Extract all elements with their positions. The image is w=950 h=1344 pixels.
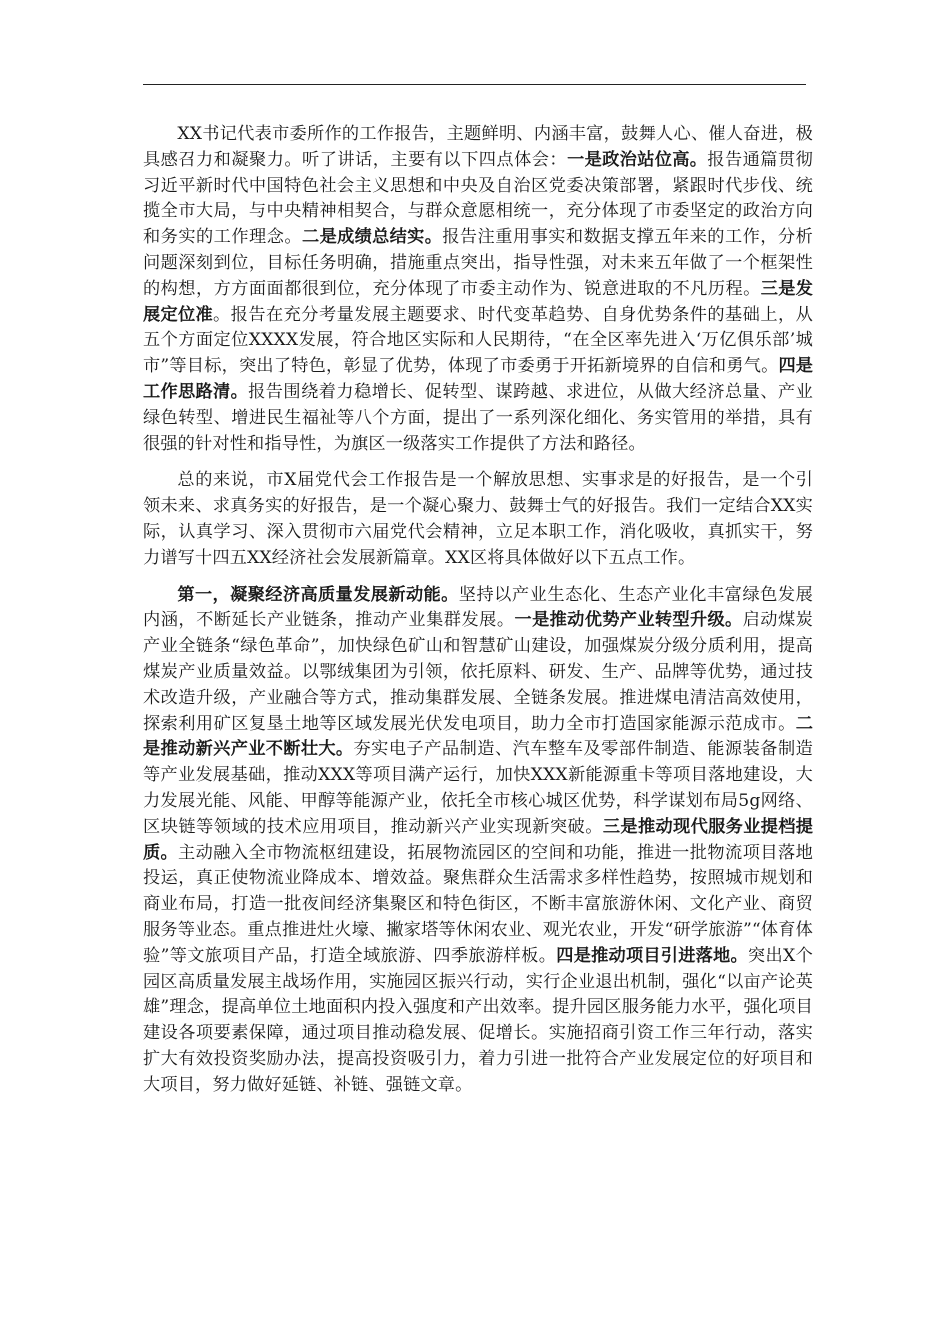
text-run: 总的来说，市X届党代会工作报告是一个解放思想、实事求是的好报告，是一个引领未来、求真务实的好报告，是一个凝心聚力、鼓舞士气的好报告。我们一定结合XX实际，认真学习、深入贯彻市六届党代会精神，立足本职工作，消化吸收，真抓实干，努力谱写十四五XX经济社会发展新篇章。XX区将具体做好以下五点工作。 (143, 470, 813, 568)
text-run: 主动融入全市物流枢纽建设，拓展物流园区的空间和功能，推进一批物流项目落地投运，真正使物流业降成本、增效益。聚焦群众生活需求多样性趋势，按照城市规划和商业布局，打造一批夜间经济集聚区和特色街区，不断丰富旅游休闲、文化产业、商贸服务等业态。重点推进灶火壕、撇家塔等休闲农业、观光农业，开发“研学旅游”“体育体验”等文旅项目产品，打造全域旅游、四季旅游样板。 (143, 842, 813, 966)
bold-heading-run: 三是推动现代服务业提档提质。 (143, 816, 813, 863)
header-rule (143, 84, 806, 85)
text-run: 。报告在充分考量发展主题要求、时代变革趋势、自身优势条件的基础上，从五个方面定位XXXX发展，符合地区实际和人民期待，“在全区率先进入‘万亿俱乐部’城市”等目标，突出了特色，彰显了优势，体现了市委勇于开拓新境界的自信和勇气。 (143, 304, 813, 377)
document-body (143, 122, 813, 1109)
bold-heading-run: 第一，凝聚经济高质量发展新动能。 (177, 584, 459, 605)
bold-heading-run: 二是成绩总结实。 (302, 227, 443, 248)
text-run: 夯实电子产品制造、汽车整车及零部件制造、能源装备制造等产业发展基础，推动XXX等项目满产运行，加快XXX新能源重卡等项目落地建设，大力发展光能、风能、甲醇等能源产业，依托全市核心城区优势，科学谋划布局5g网络、区块链等领域的技术应用项目，推动新兴产业实现新突破。 (143, 739, 813, 837)
bold-heading-run: 四是推动项目引进落地。 (556, 945, 748, 966)
bold-heading-run: 三是发展定位准 (143, 278, 813, 325)
paragraph-summary (143, 468, 813, 571)
text-run: 突出X个园区高质量发展主战场作用，实施园区振兴行动，实行企业退出机制，强化“以亩产论英雄”理念，提高单位土地面积内投入强度和产出效率。提升园区服务能力水平，强化项目建设各项要素保障，通过项目推动稳发展、促增长。实施招商引资工作三年行动，落实扩大有效投资奖励办法，提高投资吸引力，着力引进一批符合产业发展定位的好项目和大项目，努力做好延链、补链、强链文章。 (143, 945, 814, 1095)
bold-heading-run: 一是推动优势产业转型升级。 (514, 610, 743, 631)
bold-heading-run: 二是推动新兴产业不断壮大。 (143, 713, 813, 760)
text-run: 报告注重用事实和数据支撑五年来的工作，分析问题深刻到位，目标任务明确，措施重点突出，指导性强，对未来五年做了一个框架性的构想，方方面面都很到位，充分体现了市委主动作为、锐意进取的不凡历程。 (143, 227, 813, 299)
bold-heading-run: 一是政治站位高。 (567, 149, 708, 170)
paragraph-report-impressions (143, 122, 813, 457)
bold-heading-run: 四是工作思路清。 (143, 356, 813, 402)
text-run: XX书记代表市委所作的工作报告，主题鲜明、内涵丰富，鼓舞人心、催人奋进，极具感召力和凝聚力。听了讲话，主要有以下四点体会： (143, 124, 813, 170)
text-run: 报告围绕着力稳增长、促转型、谋跨越、求进位，从做大经济总量、产业绿色转型、增进民生福祉等八个方面，提出了一系列深化细化、务实管用的举措，具有很强的针对性和指导性，为旗区一级落实工作提供了方法和路径。 (143, 381, 813, 454)
text-run: 启动煤炭产业全链条“绿色革命”，加快绿色矿山和智慧矿山建设，加强煤炭分级分质利用，提高煤炭产业质量效益。以鄂绒集团为引领，依托原料、研发、生产、品牌等优势，通过技术改造升级，产业融合等方式，推动集群发展、全链条发展。推进煤电清洁高效使用，探索利用矿区复垦土地等区域发展光伏发电项目，助力全市打造国家能源示范成市。 (143, 610, 813, 734)
text-run: 坚持以产业生态化、生态产业化丰富绿色发展内涵，不断延长产业链条，推动产业集群发展。 (143, 584, 813, 631)
paragraph-first-task (143, 583, 813, 1099)
text-run: 报告通篇贯彻习近平新时代中国特色社会主义思想和中央及自治区党委决策部署，紧跟时代步伐、统揽全市大局，与中央精神相契合，与群众意愿相统一，充分体现了市委坚定的政治方向和务实的工作理念。 (143, 149, 813, 248)
